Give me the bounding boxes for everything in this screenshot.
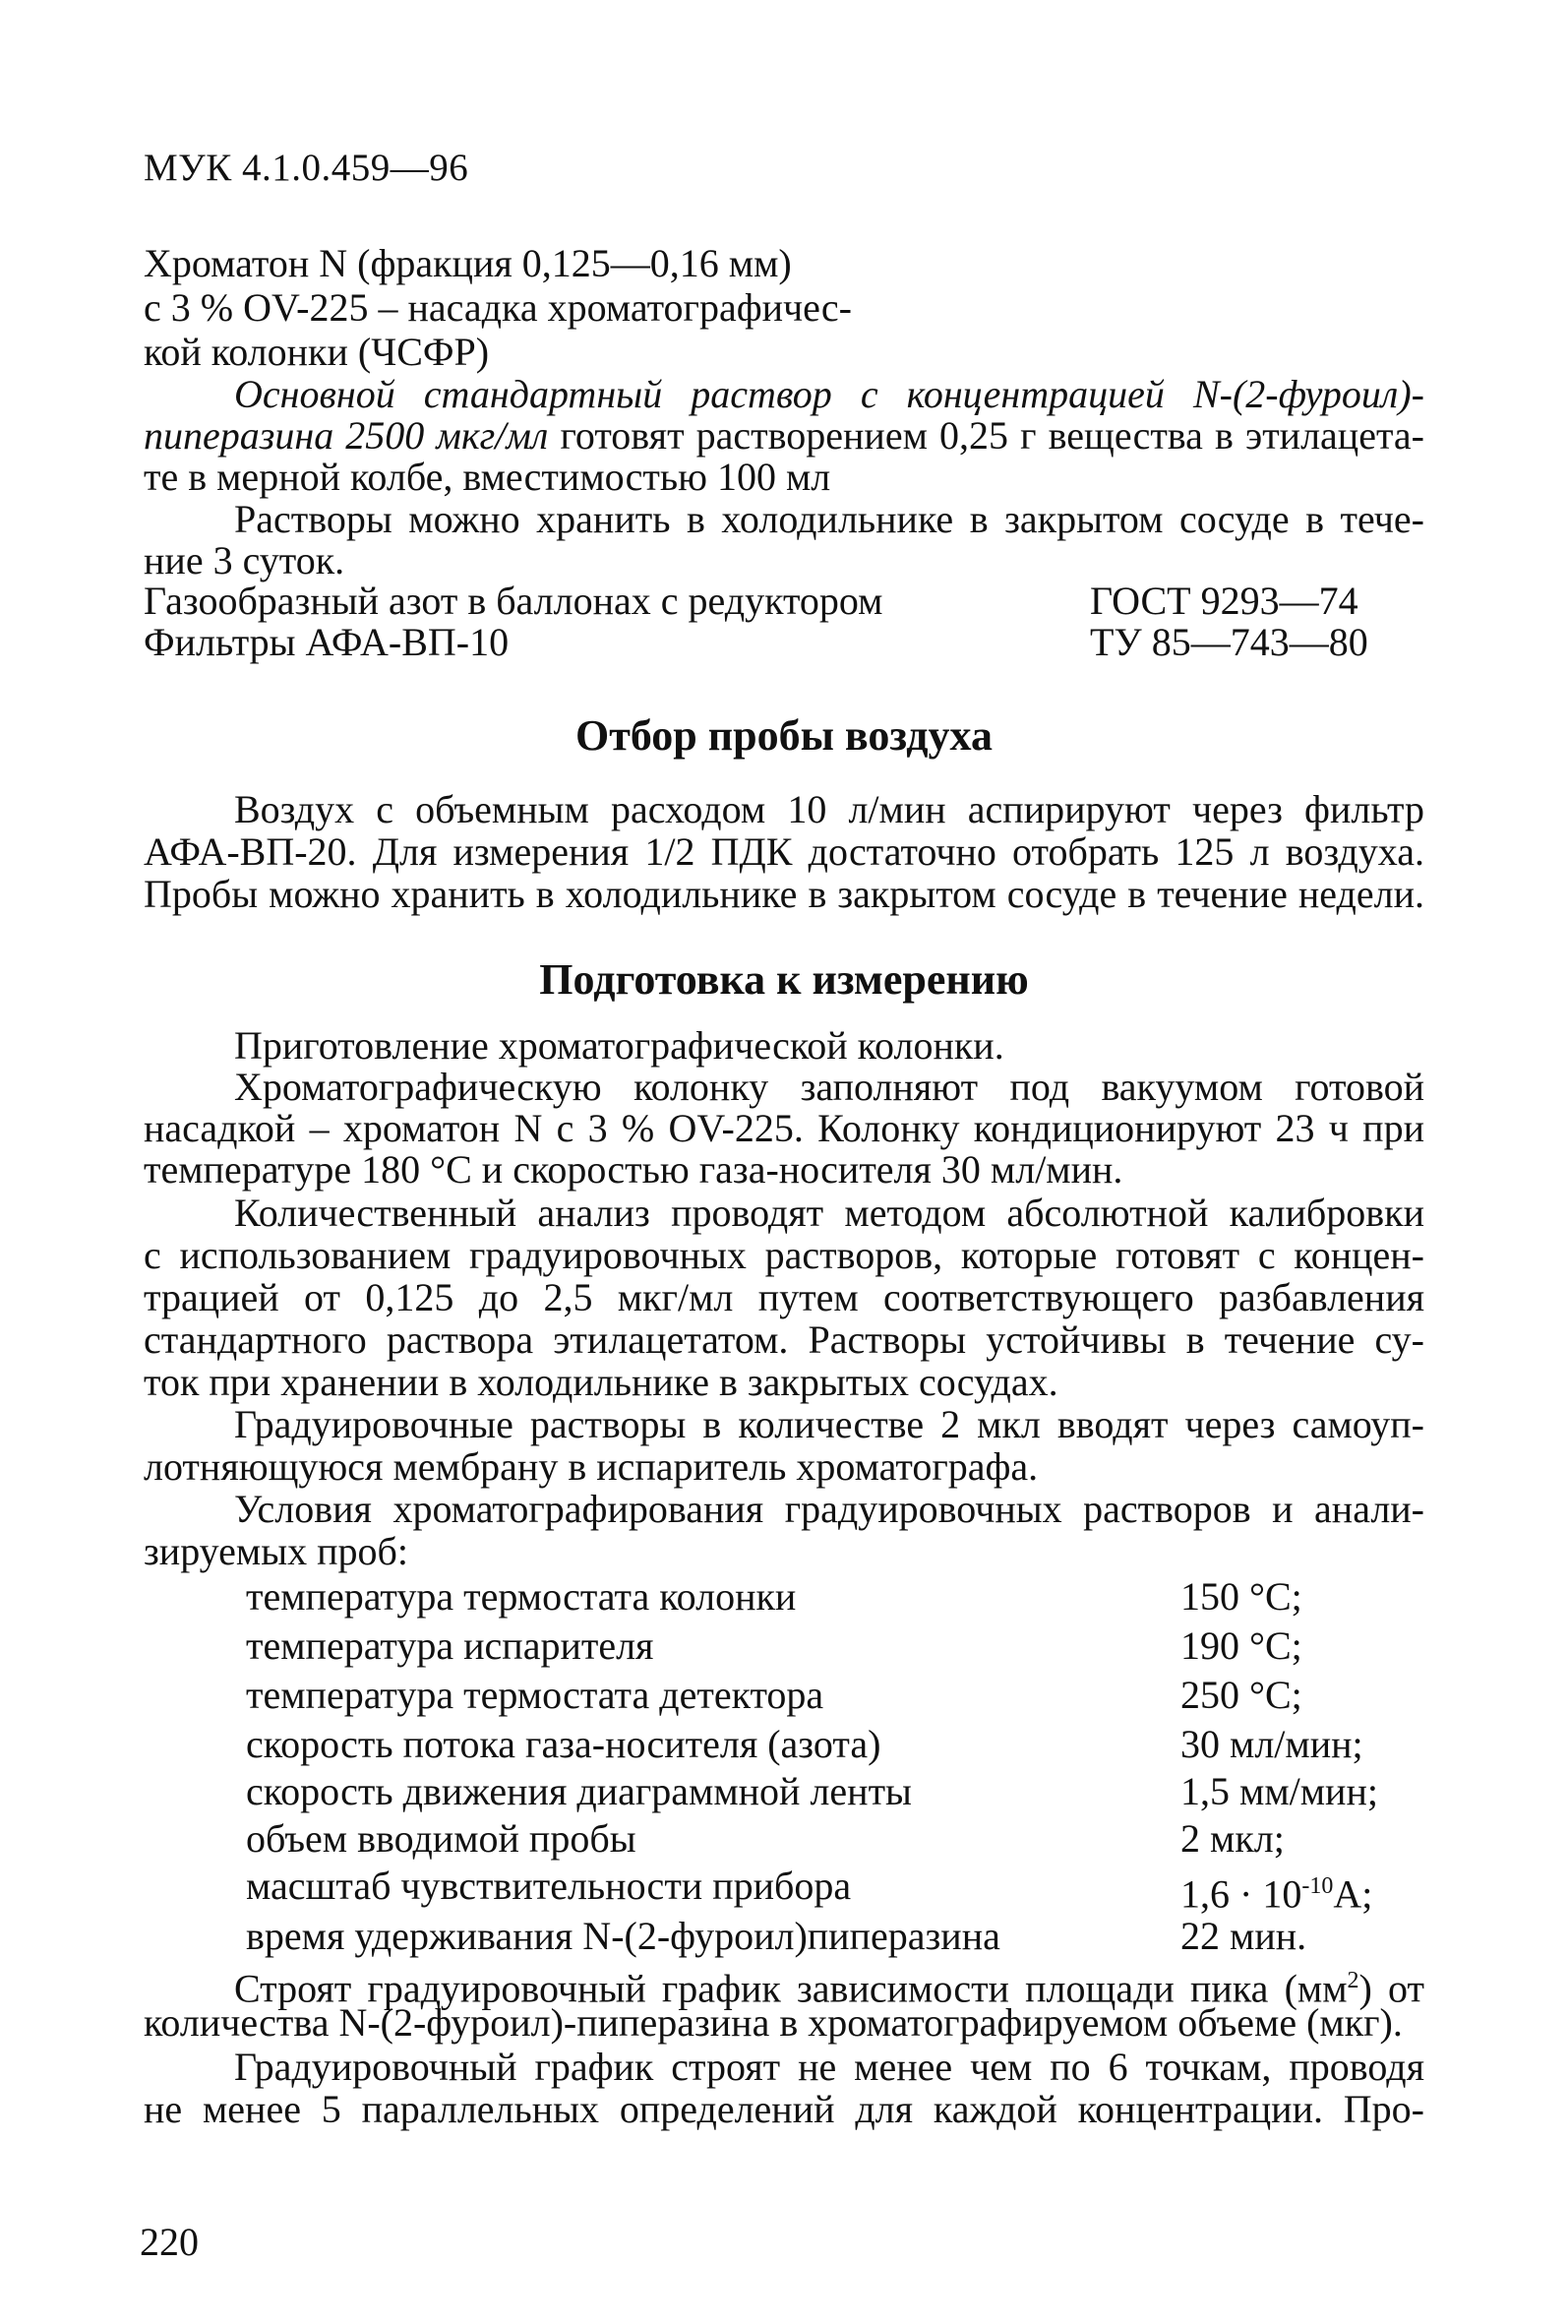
prep-p2-line-3: температуре 180 °С и скоростью газа-носителя 30 мл/мин. <box>144 1147 1123 1192</box>
filter-label: Фильтры АФА-ВП-10 <box>144 620 510 664</box>
condition-label: температура термостата детектора <box>246 1673 824 1717</box>
calibration-p6-line-2: количества N-(2-фуроил)-пиперазина в хроматографируемом объеме (мкг). <box>144 2000 1403 2045</box>
chromaton-line-3: кой колонки (ЧСФР) <box>144 330 490 374</box>
air-sampling-line-1: Воздух с объемным расходом 10 л/мин аспирируют через фильтр <box>234 787 1424 831</box>
condition-label: скорость потока газа-носителя (азота) <box>246 1722 881 1766</box>
document-header: МУК 4.1.0.459—96 <box>144 147 469 189</box>
section-title-preparation: Подготовка к измерению <box>539 955 1029 1004</box>
prep-paragraph-1: Приготовление хроматографической колонки. <box>234 1023 1004 1068</box>
storage-line-1: Растворы можно хранить в холодильнике в закрытом сосуде в тече- <box>234 497 1424 541</box>
prep-p3-line-2: с использованием градуировочных растворов, которые готовят с концен- <box>144 1233 1424 1277</box>
p6-text: Строят градуировочный график зависимости площади пика (мм <box>234 1966 1348 2011</box>
condition-value: 22 мин. <box>1180 1914 1307 1958</box>
condition-label: время удерживания N-(2-фуроил)пиперазина <box>246 1914 1000 1958</box>
stock-solution-concentration: пиперазина 2500 мкг/мл <box>144 413 549 458</box>
condition-value-sensitivity <box>1180 1864 1372 1917</box>
prep-p4-line-2: лотняющуюся мембрану в испаритель хроматографа. <box>144 1444 1039 1489</box>
condition-label: температура испарителя <box>246 1623 654 1668</box>
stock-solution-line-3: те в мерной колбе, вместимостью 100 мл <box>144 455 831 499</box>
gas-label: Газообразный азот в баллонах с редуктором <box>144 579 883 623</box>
section-title-air-sampling: Отбор пробы воздуха <box>575 711 993 760</box>
p6-text-end: ) от <box>1358 1966 1425 2011</box>
air-sampling-line-2: АФА-ВП-20. Для измерения 1/2 ПДК достаточно отобрать 125 л воздуха. <box>144 829 1424 874</box>
sensitivity-exponent: -10 <box>1301 1873 1334 1899</box>
storage-line-2: ние 3 суток. <box>144 538 345 582</box>
filter-standard: ТУ 85—743—80 <box>1090 620 1368 664</box>
prep-p3-line-4: стандартного раствора этилацетатом. Растворы устойчивы в течение су- <box>144 1317 1424 1362</box>
condition-label: объем вводимой пробы <box>246 1816 636 1861</box>
prep-p5-line-1: Условия хроматографирования градуировочных растворов и анали- <box>234 1487 1424 1531</box>
condition-label: масштаб чувствительности прибора <box>246 1864 852 1908</box>
p6-superscript: 2 <box>1347 1968 1359 1993</box>
chromaton-line-1: Хроматон N (фракция 0,125—0,16 мм) <box>144 241 792 285</box>
condition-value: 150 °С; <box>1180 1574 1302 1619</box>
prep-p4-line-1: Градуировочные растворы в количестве 2 мкл вводят через самоуп- <box>234 1402 1424 1446</box>
air-sampling-line-3: Пробы можно хранить в холодильнике в закрытом сосуде в течение недели. <box>144 872 1424 916</box>
condition-value: 250 °С; <box>1180 1673 1302 1717</box>
gas-standard: ГОСТ 9293—74 <box>1090 579 1358 623</box>
condition-label: температура термостата колонки <box>246 1574 797 1619</box>
calibration-p7-line-1: Градуировочный график строят не менее чем по 6 точкам, проводя <box>234 2045 1424 2089</box>
condition-value: 2 мкл; <box>1180 1816 1285 1861</box>
sensitivity-base: 1,6 · 10 <box>1180 1871 1302 1917</box>
page-number: 220 <box>140 2220 199 2264</box>
stock-solution-line-1: Основной стандартный раствор с концентрацией N-(2-фуроил)- <box>234 372 1424 416</box>
condition-value: 190 °С; <box>1180 1623 1302 1668</box>
prep-p2-line-2: насадкой – хроматон N с 3 % OV-225. Колонку кондиционируют 23 ч при <box>144 1106 1424 1150</box>
prep-p5-line-2: зируемых проб: <box>144 1529 408 1573</box>
prep-p3-line-5: ток при хранении в холодильнике в закрытых сосудах. <box>144 1360 1058 1404</box>
condition-value: 1,5 мм/мин; <box>1180 1769 1378 1813</box>
calibration-p7-line-2: не менее 5 параллельных определений для каждой концентрации. Про- <box>144 2087 1424 2131</box>
prep-p3-line-3: трацией от 0,125 до 2,5 мкг/мл путем соответствующего разбавления <box>144 1275 1424 1319</box>
condition-value: 30 мл/мин; <box>1180 1722 1363 1766</box>
condition-label: скорость движения диаграммной ленты <box>246 1769 912 1813</box>
sensitivity-unit: А; <box>1333 1871 1373 1917</box>
chromaton-line-2: с 3 % OV-225 – насадка хроматографичес- <box>144 285 852 330</box>
stock-solution-prep: готовят растворением 0,25 г вещества в этилацета- <box>560 413 1424 458</box>
prep-p3-line-1: Количественный анализ проводят методом абсолютной калибровки <box>234 1191 1424 1235</box>
stock-solution-line-2 <box>144 413 1424 459</box>
prep-p2-line-1: Хроматографическую колонку заполняют под вакуумом готовой <box>234 1065 1424 1109</box>
